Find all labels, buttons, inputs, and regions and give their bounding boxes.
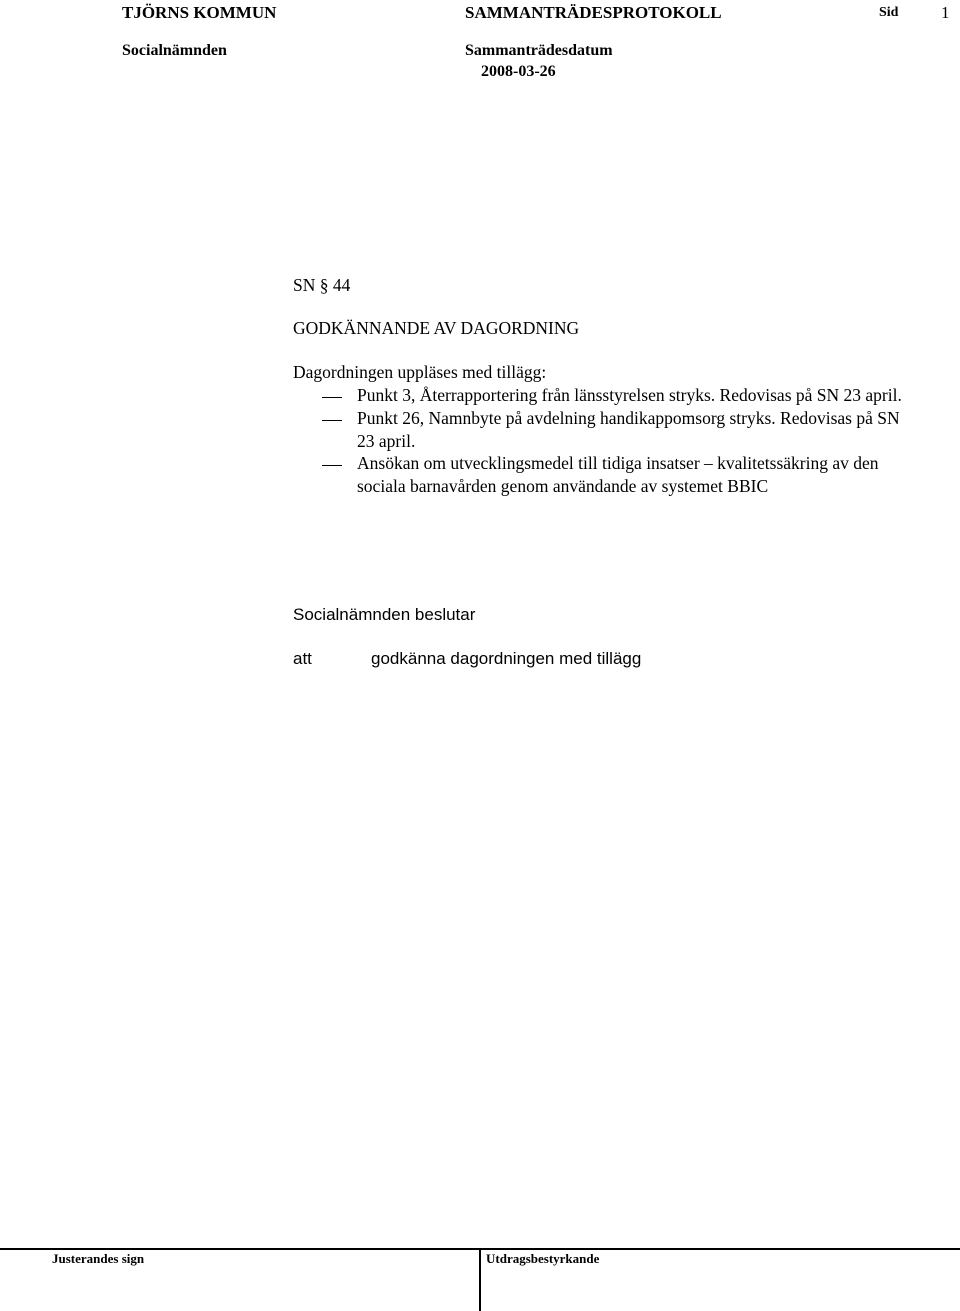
signature-label: Justerandes sign xyxy=(52,1251,145,1266)
page-label: Sid xyxy=(879,5,899,20)
dash-bullet xyxy=(322,397,342,398)
dash-bullet xyxy=(322,465,342,466)
dash-bullet xyxy=(322,420,342,421)
agenda-item-3-cont: sociala barnavården genom användande av systemet BBIC xyxy=(357,476,769,496)
meeting-date-label: Sammanträdesdatum xyxy=(465,42,613,59)
decision-heading: Socialnämnden beslutar xyxy=(293,605,476,624)
agenda-item-1: Punkt 3, Återrapportering från länsstyrelsen stryks. Redovisas på SN 23 april. xyxy=(357,385,902,405)
paragraph-id: SN § 44 xyxy=(293,275,351,295)
agenda-intro: Dagordningen uppläses med tillägg: xyxy=(293,362,547,382)
decision-text: godkänna dagordningen med tillägg xyxy=(371,649,642,668)
footer-divider xyxy=(479,1248,481,1311)
municipality-name: TJÖRNS KOMMUN xyxy=(122,3,277,22)
decision-att-label: att xyxy=(293,649,312,668)
extract-certification-label: Utdragsbestyrkande xyxy=(486,1251,600,1266)
agenda-item-2-cont: 23 april. xyxy=(357,431,416,451)
meeting-date: 2008-03-26 xyxy=(481,63,556,80)
section-title: GODKÄNNANDE AV DAGORDNING xyxy=(293,318,580,338)
document-type: SAMMANTRÄDESPROTOKOLL xyxy=(465,3,722,22)
committee-name: Socialnämnden xyxy=(122,42,227,59)
agenda-item-3: Ansökan om utvecklingsmedel till tidiga insatser – kvalitetssäkring av den xyxy=(357,453,879,473)
agenda-item-2: Punkt 26, Namnbyte på avdelning handikappomsorg stryks. Redovisas på SN xyxy=(357,408,900,428)
page-number: 1 xyxy=(941,3,950,22)
